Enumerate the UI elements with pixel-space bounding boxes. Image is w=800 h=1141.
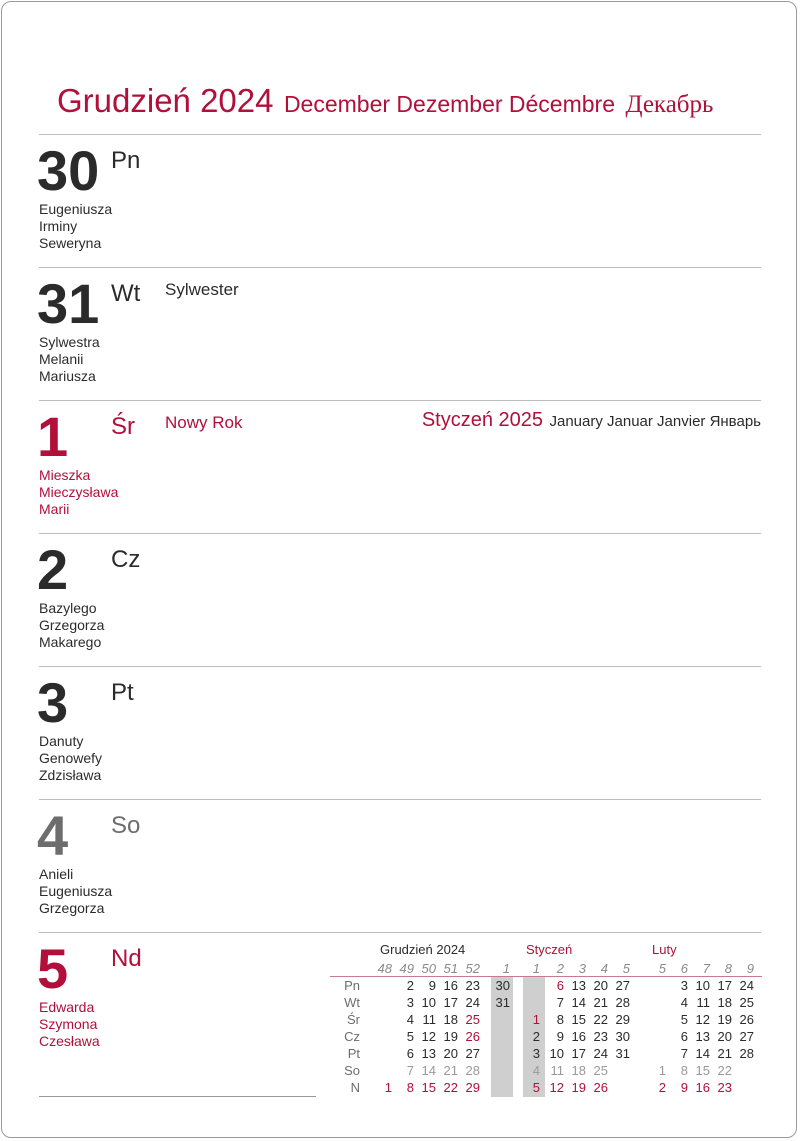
week-number: 4 [600, 961, 608, 976]
name-day: Zdzisława [39, 767, 102, 783]
mini-date: 11 [696, 995, 710, 1010]
mini-date: 23 [465, 978, 480, 993]
january-title: Styczeń 2025 [421, 409, 544, 431]
mini-date: 7 [680, 1046, 688, 1061]
mini-date: 24 [739, 978, 754, 993]
mini-date: 6 [556, 978, 564, 993]
mini-month-label: Grudzień 2024 [380, 942, 466, 957]
mini-date: 12 [421, 1029, 436, 1044]
month-title: Grudzień 2024 [57, 82, 274, 119]
mini-date: 16 [571, 1029, 586, 1044]
mini-date: 6 [680, 1029, 688, 1044]
month-translations: December Dezember Décembre [283, 91, 616, 117]
mini-date: 23 [593, 1029, 608, 1044]
mini-date: 3 [680, 978, 688, 993]
name-days [39, 733, 102, 784]
day-number: 30 [37, 139, 100, 202]
name-day: Anieli [39, 866, 74, 882]
mini-date: 22 [443, 1080, 458, 1095]
mini-date: 16 [695, 1080, 710, 1095]
mini-date: 21 [593, 995, 608, 1010]
mini-date: 25 [739, 995, 754, 1010]
day-row [39, 401, 761, 533]
mini-dow-label: Śr [347, 1012, 360, 1027]
week-number: 48 [377, 961, 392, 976]
mini-date: 13 [695, 1029, 710, 1044]
day-name: Wt [111, 280, 141, 307]
month-header [57, 82, 713, 120]
mini-date: 1 [532, 1012, 540, 1027]
mini-date: 20 [443, 1046, 458, 1061]
day-name: Śr [111, 413, 135, 440]
mini-date: 2 [406, 978, 414, 993]
mini-date: 18 [443, 1012, 458, 1027]
day-row [39, 268, 761, 400]
day-row [39, 534, 761, 666]
week-number: 51 [443, 961, 458, 976]
name-day: Irminy [39, 218, 78, 234]
mini-date: 12 [549, 1080, 564, 1095]
name-days [39, 467, 118, 518]
mini-month-label: Luty [652, 942, 677, 957]
mini-date: 20 [593, 978, 608, 993]
mini-date: 28 [615, 995, 630, 1010]
mini-header-line [330, 976, 762, 977]
mini-date: 22 [593, 1012, 608, 1027]
name-day: Mariusza [39, 368, 96, 384]
day-name: So [111, 812, 141, 839]
mini-date: 28 [739, 1046, 754, 1061]
week-number: 5 [658, 961, 666, 976]
week-number: 1 [502, 961, 510, 976]
mini-date: 29 [615, 1012, 630, 1027]
mini-date: 26 [593, 1080, 608, 1095]
january-header [422, 409, 761, 432]
mini-date: 14 [695, 1046, 710, 1061]
mini-date: 29 [465, 1080, 480, 1095]
mini-date: 17 [443, 995, 458, 1010]
mini-date: 2 [658, 1080, 666, 1095]
week-number: 9 [746, 961, 754, 976]
name-day: Eugeniusza [39, 201, 113, 217]
name-day: Makarego [39, 634, 102, 650]
mini-date: 5 [406, 1029, 414, 1044]
name-days [39, 999, 100, 1050]
day-number: 3 [37, 671, 69, 734]
mini-date: 10 [549, 1046, 564, 1061]
mini-date: 1 [384, 1080, 392, 1095]
mini-date: 8 [680, 1063, 688, 1078]
holiday-label: Sylwester [165, 280, 239, 299]
mini-date: 21 [443, 1063, 458, 1078]
mini-date: 8 [556, 1012, 564, 1027]
name-day: Grzegorza [39, 617, 105, 633]
week-number: 6 [680, 961, 688, 976]
mini-date: 24 [593, 1046, 608, 1061]
name-days [39, 600, 104, 651]
mini-date: 15 [695, 1063, 710, 1078]
mini-date: 19 [717, 1012, 732, 1027]
day-name: Pt [111, 679, 134, 706]
day-row [39, 667, 761, 799]
mini-date: 28 [465, 1063, 480, 1078]
mini-date: 16 [443, 978, 458, 993]
week-number: 5 [622, 961, 630, 976]
mini-date: 18 [571, 1063, 586, 1078]
name-day: Genowefy [39, 750, 103, 766]
mini-date: 22 [717, 1063, 732, 1078]
name-day: Czesława [39, 1033, 100, 1049]
mini-date: 30 [615, 1029, 630, 1044]
mini-date: 5 [680, 1012, 688, 1027]
mini-date: 4 [406, 1012, 414, 1027]
mini-date: 12 [695, 1012, 710, 1027]
week-number: 7 [702, 961, 710, 976]
mini-date: 17 [571, 1046, 586, 1061]
mini-date: 26 [739, 1012, 754, 1027]
mini-date: 3 [532, 1046, 540, 1061]
name-day: Grzegorza [39, 900, 105, 916]
mini-dow-label: Cz [344, 1029, 360, 1044]
name-day: Mieczysława [39, 484, 119, 500]
name-day: Sylwestra [39, 334, 100, 350]
mini-date: 13 [421, 1046, 436, 1061]
name-day: Danuty [39, 733, 84, 749]
mini-dow-label: So [344, 1063, 360, 1078]
name-day: Mieszka [39, 467, 91, 483]
mini-date: 24 [465, 995, 480, 1010]
mini-date: 1 [658, 1063, 666, 1078]
mini-date: 23 [717, 1080, 732, 1095]
day-row [39, 135, 761, 267]
mini-date: 31 [495, 995, 510, 1010]
mini-date: 4 [532, 1063, 540, 1078]
mini-date: 15 [421, 1080, 436, 1095]
name-day: Bazylego [39, 600, 97, 616]
mini-date: 9 [556, 1029, 564, 1044]
mini-date: 10 [421, 995, 436, 1010]
mini-date: 18 [717, 995, 732, 1010]
mini-date: 25 [593, 1063, 608, 1078]
mini-date: 19 [443, 1029, 458, 1044]
day-row [39, 800, 761, 932]
week-number: 3 [578, 961, 586, 976]
divider [39, 1096, 316, 1097]
mini-date: 9 [428, 978, 436, 993]
week-number: 52 [465, 961, 480, 976]
mini-date: 2 [532, 1029, 540, 1044]
mini-calendar [330, 940, 762, 1100]
holiday-label: Nowy Rok [165, 413, 243, 432]
mini-date: 27 [739, 1029, 754, 1044]
day-number: 4 [37, 804, 69, 867]
week-number: 1 [532, 961, 540, 976]
month-russian: Декабрь [625, 91, 714, 118]
name-days [39, 201, 112, 252]
name-day: Eugeniusza [39, 883, 113, 899]
mini-date: 11 [422, 1012, 436, 1027]
week-number: 2 [556, 961, 564, 976]
day-number: 5 [37, 937, 69, 1000]
mini-date: 14 [421, 1063, 436, 1078]
mini-date: 27 [615, 978, 630, 993]
mini-date: 7 [406, 1063, 414, 1078]
mini-date: 31 [615, 1046, 630, 1061]
mini-date: 19 [571, 1080, 586, 1095]
day-name: Pn [111, 147, 141, 174]
name-days [39, 866, 112, 917]
name-days [39, 334, 100, 385]
mini-month-label: Styczeń [526, 942, 573, 957]
name-day: Szymona [39, 1016, 98, 1032]
mini-date: 7 [556, 995, 564, 1010]
name-day: Melanii [39, 351, 84, 367]
mini-date: 21 [717, 1046, 732, 1061]
mini-date: 13 [571, 978, 586, 993]
mini-dow-label: N [350, 1080, 360, 1095]
mini-date: 25 [465, 1012, 480, 1027]
mini-date: 5 [532, 1080, 540, 1095]
mini-date: 8 [406, 1080, 414, 1095]
day-number: 2 [37, 538, 69, 601]
mini-date: 30 [495, 978, 510, 993]
day-number: 31 [37, 272, 100, 335]
mini-date: 4 [680, 995, 688, 1010]
mini-date: 10 [695, 978, 710, 993]
mini-dow-label: Pn [344, 978, 360, 993]
name-day: Marii [39, 501, 70, 517]
name-day: Seweryna [39, 235, 102, 251]
mini-date: 6 [406, 1046, 414, 1061]
mini-date: 14 [571, 995, 586, 1010]
mini-date: 11 [550, 1063, 564, 1078]
week-number: 49 [399, 961, 414, 976]
day-name: Cz [111, 546, 141, 573]
mini-dow-label: Pt [347, 1046, 360, 1061]
mini-date: 26 [465, 1029, 480, 1044]
mini-date: 9 [680, 1080, 688, 1095]
mini-date: 17 [717, 978, 732, 993]
mini-date: 27 [465, 1046, 480, 1061]
mini-date: 15 [571, 1012, 586, 1027]
mini-dow-label: Wt [344, 995, 360, 1010]
name-day: Edwarda [39, 999, 95, 1015]
january-translations: January Januar Janvier Январь [549, 413, 761, 430]
week-number: 8 [724, 961, 732, 976]
day-name: Nd [111, 945, 142, 972]
mini-date: 20 [717, 1029, 732, 1044]
day-number: 1 [37, 405, 69, 468]
mini-date: 3 [406, 995, 414, 1010]
week-number: 50 [421, 961, 436, 976]
